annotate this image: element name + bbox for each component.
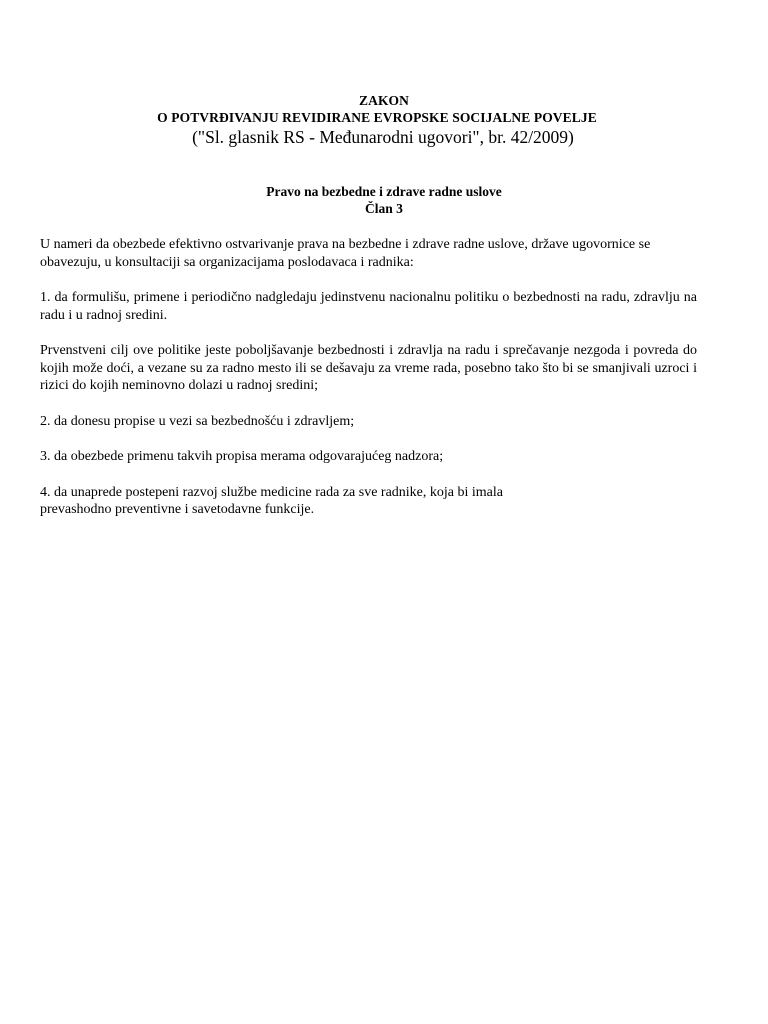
section-header [0,183,768,217]
document-header [0,92,768,148]
article-number: Član 3 [365,201,403,216]
list-item-2: 2. da donesu propise u vezi sa bezbednošću i zdravljem; [40,413,355,429]
law-title: O POTVRĐIVANJU REVIDIRANE EVROPSKE SOCIJALNE POVELJE [157,110,597,125]
policy-paragraph: Prvenstveni cilj ove politike jeste poboljšavanje bezbednosti i zdravlja na radu i sprečavanje nezgoda i povreda do kojih može doći, a vezane su za radno mesto ili se dešavaju za vreme rada, posebno tako što bi se smanjivali uzroci i rizici do kojih neminovno dolazi u radnoj sredini; [40,343,697,393]
list-item-4: 4. da unaprede postepeni razvoj službe medicine rada za sve radnike, koja bi imala prevashodno preventivne i savetodavne funkcije. [40,484,503,517]
list-item-3: 3. da obezbede primenu takvih propisa merama odgovarajućeg nadzora; [40,449,444,464]
gazette-reference: ("Sl. glasnik RS - Međunarodni ugovori", br. 42/2009) [192,127,574,147]
list-item-1: 1. da formulišu, primene i periodično nadgledaju jedinstvenu nacionalnu politiku o bezbednosti na radu, zdravlju na radu i u radnoj sredini. [40,290,697,323]
section-title: Pravo na bezbedne i zdrave radne uslove [266,184,502,199]
intro-paragraph: U nameri da obezbede efektivno ostvarivanje prava na bezbedne i zdrave radne uslove, države ugovornice se obavezuju, u konsultaciji sa organizacijama poslodavaca i radnika: [40,237,651,270]
document-body [40,236,697,537]
law-label: ZAKON [358,93,409,108]
